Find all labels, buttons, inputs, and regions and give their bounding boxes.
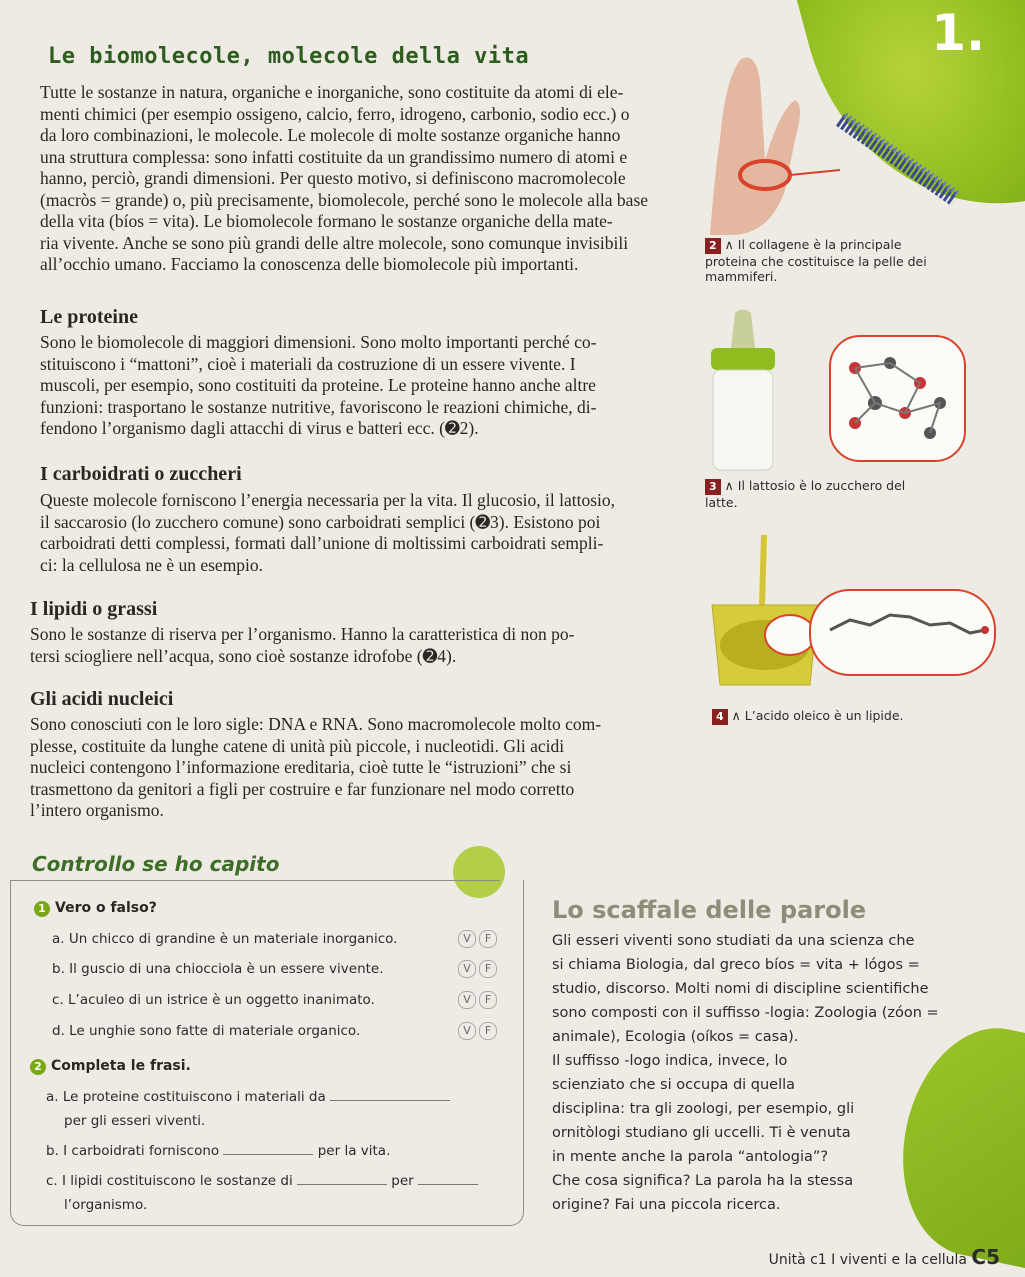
caption-fig3 — [705, 478, 905, 510]
false-option[interactable]: F — [479, 960, 497, 978]
section-text-acidi-nucleici — [30, 714, 601, 822]
fill-blank[interactable] — [418, 1184, 478, 1185]
text-line: stituiscono i “mattoni”, cioè i materiali da costruzione di un essere vivente. I — [40, 353, 576, 374]
collagen-hand-illustration — [700, 50, 980, 240]
text-line: hanno, perciò, grandi dimensioni. Per questo motivo, si definiscono macromolecole — [40, 168, 626, 188]
text-line: Che cosa significa? La parola ha la stessa — [552, 1173, 854, 1189]
question-1-title — [34, 900, 157, 917]
question-title-text: Vero o falso? — [55, 900, 157, 916]
fill-blank[interactable] — [330, 1100, 450, 1101]
fill-text: per la vita. — [317, 1143, 391, 1159]
text-line: funzioni: trasportano le sostanze nutritive, favoriscono le reazioni chimiche, di- — [40, 396, 597, 417]
text-line: da loro combinazioni, le molecole. Le molecole di molte sostanze organiche hanno — [40, 125, 621, 145]
fill-item-a-cont: per gli esseri viventi. — [64, 1113, 206, 1129]
figure-number: 4 — [712, 709, 728, 725]
text-line: muscoli, per esempio, sono costituiti da proteine. Le proteine hanno anche altre — [40, 375, 596, 395]
text-line: scienziato che si occupa di quella — [552, 1077, 796, 1093]
oleic-acid-oil-illustration — [700, 535, 1005, 705]
question-number: 1 — [34, 901, 50, 917]
text-line: studio, discorso. Molti nomi di discipline scientifiche — [552, 981, 929, 997]
false-option[interactable]: F — [479, 930, 497, 948]
fill-text: b. I carboidrati forniscono — [46, 1143, 220, 1159]
fill-text: a. Le proteine costituiscono i materiali da — [46, 1089, 326, 1105]
text-line: fendono l’organismo dagli attacchi di virus e batteri ecc. (➋2). — [40, 418, 479, 438]
text-line: ci: la cellulosa ne è un esempio. — [40, 554, 264, 575]
lactose-bottle-illustration — [705, 308, 970, 478]
text-line: animale), Ecologia (oíkos = casa). — [552, 1029, 799, 1045]
text-line: nucleici contengono l’informazione ereditaria, cioè tutte le “istruzioni” che si — [30, 757, 572, 777]
chapter-number: 1. — [931, 4, 985, 62]
fill-blank[interactable] — [297, 1184, 387, 1185]
text-line: una struttura complessa: sono infatti costituite da un grandissimo numero di atomi e — [40, 146, 628, 167]
caption-line: ∧ L’acido oleico è un lipide. — [731, 708, 904, 723]
caption-line: mammiferi. — [705, 269, 778, 284]
tf-choice-b[interactable] — [458, 960, 500, 978]
false-option[interactable]: F — [479, 991, 497, 1009]
text-line: Sono le biomolecole di maggiori dimensioni. Sono molto importanti perché co- — [40, 332, 597, 352]
caption-fig4 — [712, 708, 904, 725]
text-line: Sono conosciuti con le loro sigle: DNA e RNA. Sono macromolecole molto com- — [30, 714, 602, 734]
words-text — [552, 929, 957, 1217]
tf-choice-d[interactable] — [458, 1022, 500, 1040]
figure-number: 3 — [705, 479, 721, 495]
text-line: si chiama Biologia, dal greco bíos = vita + lógos = — [552, 957, 920, 973]
tf-item-b: b. Il guscio di una chiocciola è un essere vivente. — [52, 961, 384, 977]
section-heading-proteine: Le proteine — [40, 306, 138, 328]
question-2-title — [30, 1058, 191, 1075]
page-title: Le biomolecole, molecole della vita — [48, 44, 530, 69]
section-heading-lipidi: I lipidi o grassi — [30, 598, 158, 620]
fill-item-a — [46, 1089, 450, 1106]
section-text-proteine — [40, 332, 597, 440]
text-line: tersi sciogliere nell’acqua, sono cioè sostanze idrofobe (➋4). — [30, 645, 457, 666]
fill-item-c-cont: l’organismo. — [64, 1197, 148, 1213]
check-heading: Controllo se ho capito — [32, 852, 280, 876]
caption-line: latte. — [705, 494, 738, 510]
fill-text: per — [391, 1173, 414, 1189]
section-heading-acidi-nucleici: Gli acidi nucleici — [30, 688, 174, 710]
text-line: Sono le sostanze di riserva per l’organismo. Hanno la caratteristica di non po- — [30, 624, 575, 644]
section-text-carboidrati — [40, 490, 615, 576]
page-number: C5 — [971, 1245, 1000, 1269]
question-title-text: Completa le frasi. — [51, 1058, 191, 1074]
true-option[interactable]: V — [458, 930, 476, 948]
text-line: origine? Fai una piccola ricerca. — [552, 1197, 781, 1213]
text-line: all’occhio umano. Facciamo la conoscenza delle biomolecole più importanti. — [40, 254, 579, 274]
fill-blank[interactable] — [223, 1154, 313, 1155]
text-line: della vita (bíos = vita). Le biomolecole formano le sostanze organiche della mate- — [40, 211, 613, 231]
text-line: in mente anche la parola “antologia”? — [552, 1149, 829, 1165]
fill-item-c — [46, 1173, 478, 1190]
text-line: trasmettono da genitori a figli per costruire e far funzionare nel modo corretto — [30, 778, 575, 799]
tf-item-d: d. Le unghie sono fatte di materiale organico. — [52, 1023, 361, 1039]
true-option[interactable]: V — [458, 1022, 476, 1040]
text-line: il saccarosio (lo zucchero comune) sono carboidrati semplici (➋3). Esistono poi — [40, 511, 601, 532]
footer-unit: Unità c1 — [768, 1252, 827, 1268]
text-line: disciplina: tra gli zoologi, per esempio, gli — [552, 1101, 855, 1117]
caption-fig2 — [705, 237, 927, 285]
true-option[interactable]: V — [458, 960, 476, 978]
text-line: plesse, costituite da lunghe catene di unità più piccole, i nucleotidi. Gli acidi — [30, 735, 565, 756]
tf-choice-c[interactable] — [458, 991, 500, 1009]
tf-choice-a[interactable] — [458, 930, 500, 948]
words-heading: Lo scaffale delle parole — [552, 896, 867, 924]
text-line: Il suffisso -logo indica, invece, lo — [552, 1053, 788, 1069]
tf-item-c: c. L’aculeo di un istrice è un oggetto inanimato. — [52, 992, 375, 1008]
footer-topic: I viventi e la cellula — [831, 1252, 967, 1268]
text-line: Tutte le sostanze in natura, organiche e inorganiche, sono costituite da atomi di ele- — [40, 82, 624, 102]
text-line: sono composti con il suffisso -logia: Zoologia (zóon = — [552, 1005, 939, 1021]
text-line: l’intero organismo. — [30, 800, 164, 820]
text-line: menti chimici (per esempio ossigeno, calcio, ferro, idrogeno, carbonio, sodio ecc.) o — [40, 103, 630, 124]
true-option[interactable]: V — [458, 991, 476, 1009]
text-line: ria vivente. Anche se sono più grandi delle altre molecole, sono comunque invisibili — [40, 232, 629, 253]
caption-line: ∧ Il collagene è la principale — [724, 237, 902, 252]
text-line: (macròs = grande) o, più precisamente, biomolecole, perché sono le molecole alla base — [40, 189, 649, 210]
caption-line: ∧ Il lattosio è lo zucchero del — [724, 478, 906, 493]
text-line: Gli esseri viventi sono studiati da una scienza che — [552, 933, 915, 949]
fill-item-b — [46, 1143, 390, 1160]
false-option[interactable]: F — [479, 1022, 497, 1040]
section-text-lipidi — [30, 624, 574, 667]
tf-item-a: a. Un chicco di grandine è un materiale inorganico. — [52, 931, 398, 947]
page-footer — [769, 1245, 1000, 1269]
caption-line: proteina che costituisce la pelle dei — [705, 253, 927, 269]
intro-paragraph — [40, 82, 648, 276]
section-heading-carboidrati: I carboidrati o zuccheri — [40, 463, 242, 485]
question-number: 2 — [30, 1059, 46, 1075]
text-line: carboidrati detti complessi, formati dall’unione di moltissimi carboidrati sempli- — [40, 533, 604, 553]
text-line: ornitòlogi studiano gli uccelli. Ti è venuta — [552, 1125, 851, 1141]
text-line: Queste molecole forniscono l’energia necessaria per la vita. Il glucosio, il lattosio, — [40, 490, 616, 510]
fill-text: c. I lipidi costituiscono le sostanze di — [46, 1173, 293, 1189]
figure-number: 2 — [705, 238, 721, 254]
